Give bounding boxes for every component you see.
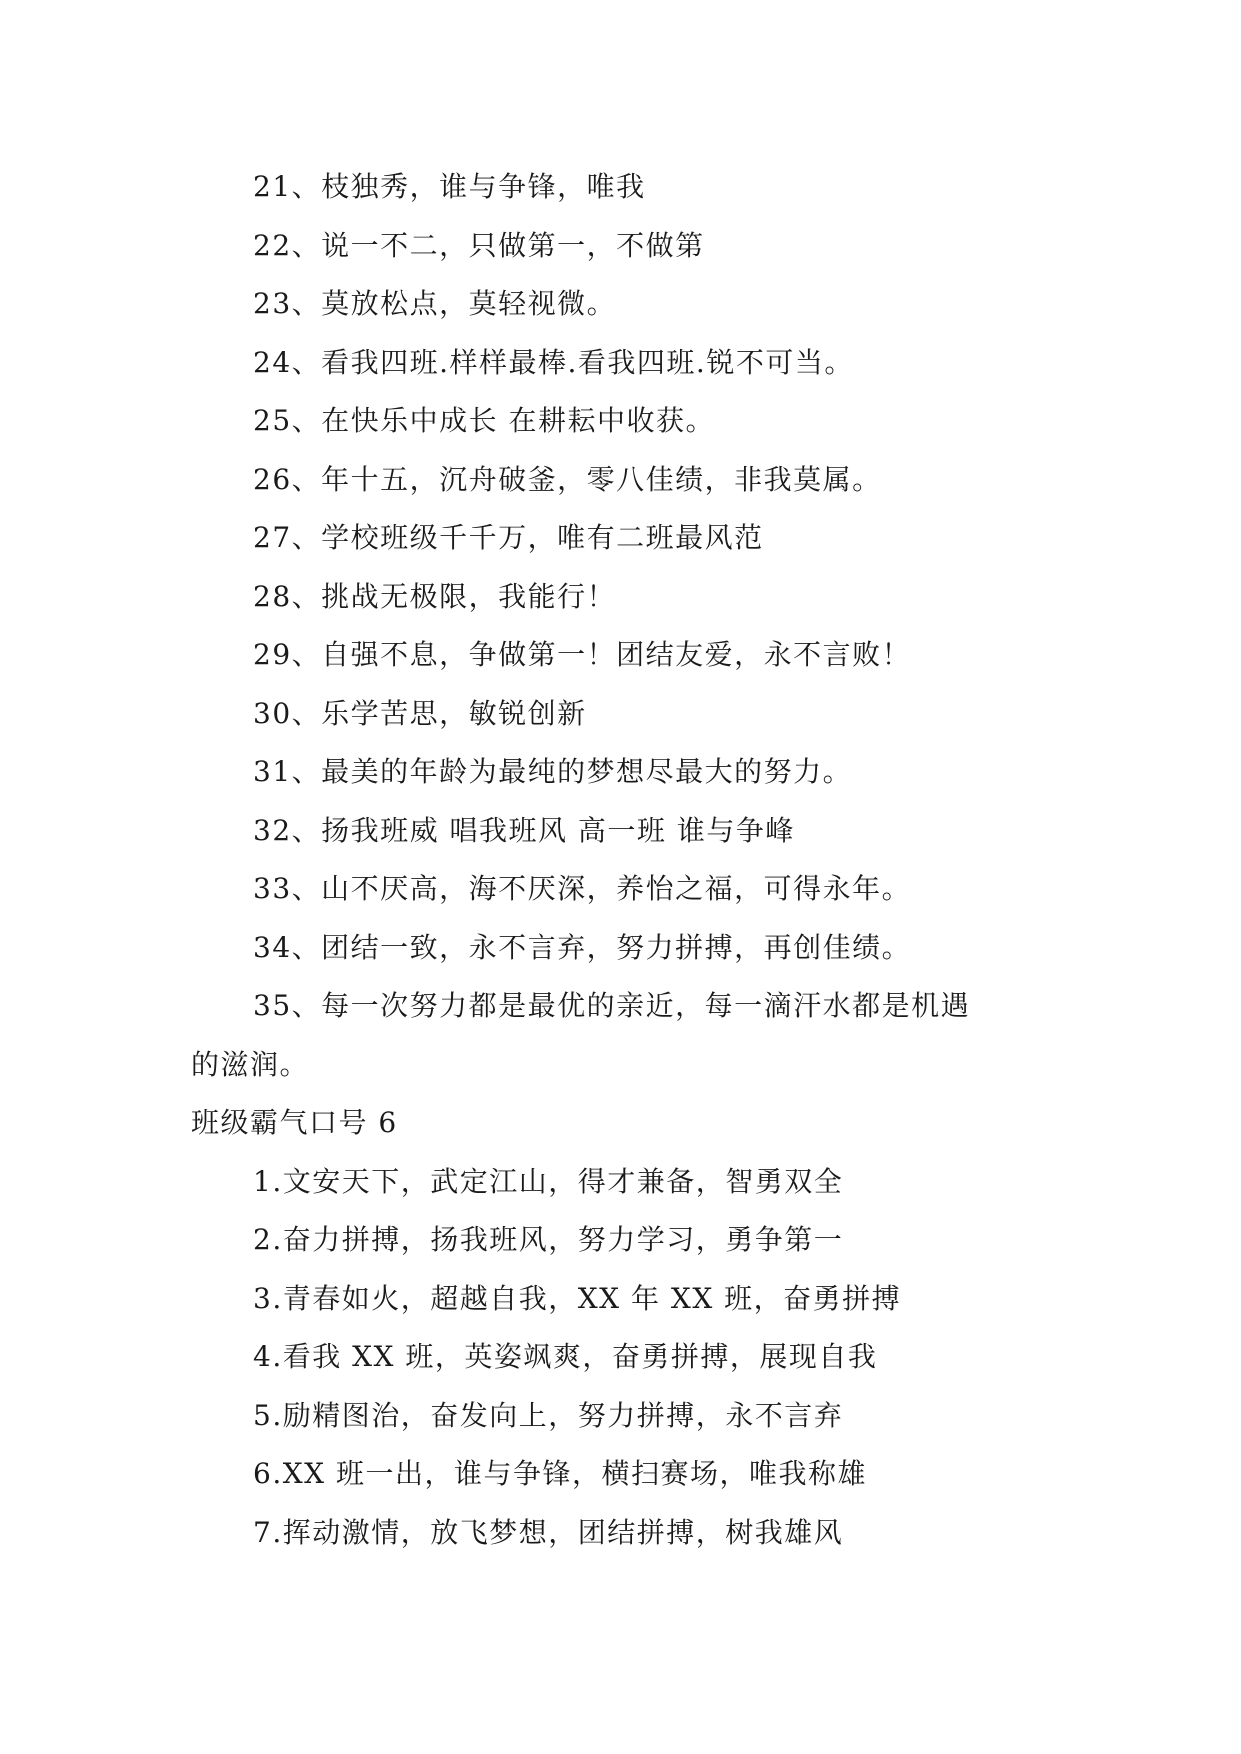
list-item: 27、学校班级千千万，唯有二班最风范 [253, 521, 764, 554]
document-body [191, 158, 1061, 1562]
list-item: 33、山不厌高，海不厌深，养怡之福，可得永年。 [253, 872, 912, 905]
section-heading: 班级霸气口号 6 [191, 1106, 398, 1139]
list-item: 32、扬我班威 唱我班风 高一班 谁与争峰 [253, 813, 795, 847]
list-item: 3.青春如火，超越自我，XX 年 XX 班，奋勇拼搏 [253, 1281, 902, 1315]
list-item-35-second-line: 的滋润。 [191, 1047, 310, 1081]
list-item: 4.看我 XX 班，英姿飒爽，奋勇拼搏，展现自我 [253, 1340, 878, 1373]
list-item: 5.励精图治，奋发向上，努力拼搏，永不言弃 [253, 1398, 844, 1432]
list-item: 7.挥动激情，放飞梦想，团结拼搏，树我雄风 [253, 1515, 844, 1549]
list-item: 31、最美的年龄为最纯的梦想尽最大的努力。 [253, 755, 853, 788]
list-item-35-first-line: 35、每一次努力都是最优的亲近，每一滴汗水都是机遇 [253, 989, 971, 1022]
list-item: 21、枝独秀，谁与争锋，唯我 [253, 170, 646, 203]
list-item: 29、自强不息，争做第一！团结友爱，永不言败！ [253, 638, 912, 671]
list-item: 2.奋力拼搏，扬我班风，努力学习，勇争第一 [253, 1223, 844, 1256]
list-item: 34、团结一致，永不言弃，努力拼搏，再创佳绩。 [253, 930, 912, 964]
list-item: 30、乐学苦思，敏锐创新 [253, 696, 587, 730]
list-item: 26、年十五，沉舟破釜，零八佳绩，非我莫属。 [253, 462, 882, 496]
list-item: 28、挑战无极限，我能行！ [253, 579, 617, 613]
list-item: 24、看我四班.样样最棒.看我四班.锐不可当。 [253, 345, 854, 379]
list-item: 22、说一不二，只做第一，不做第 [253, 228, 705, 262]
list-item: 25、在快乐中成长 在耕耘中收获。 [253, 404, 716, 437]
list-item: 6.XX 班一出，谁与争锋，横扫赛场，唯我称雄 [253, 1457, 867, 1490]
list-item: 1.文安天下，武定江山，得才兼备，智勇双全 [253, 1164, 844, 1198]
list-item: 23、莫放松点，莫轻视微。 [253, 287, 617, 320]
